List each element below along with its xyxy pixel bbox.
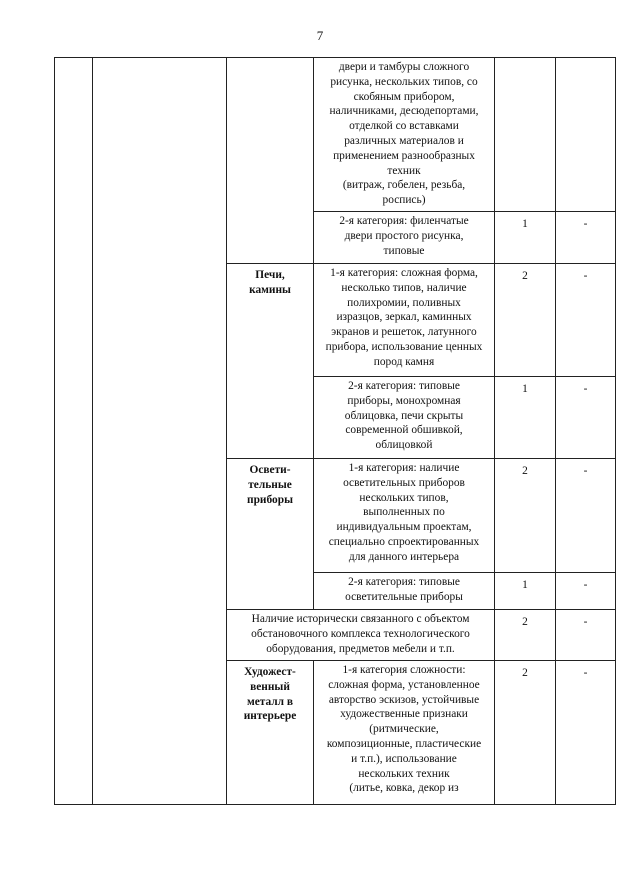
element-cell-continued — [227, 58, 314, 264]
score-cell: 1 — [495, 212, 556, 264]
element-cell-lighting: Освети- тельные приборы — [227, 459, 314, 610]
element-cell-metal: Художест- венный металл в интерьере — [227, 661, 314, 805]
score-cell: 1 — [495, 377, 556, 459]
object-column-cell — [93, 58, 227, 805]
score-cell: 2 — [495, 264, 556, 377]
score-cell — [495, 58, 556, 212]
extra-cell: - — [556, 377, 616, 459]
extra-cell: - — [556, 212, 616, 264]
description-cell: 1-я категория: наличие осветительных приборов нескольких типов, выполненных по индивидуальным проектам, специально спроектированных для данного интерьера — [314, 459, 495, 573]
score-cell: 1 — [495, 573, 556, 610]
extra-cell: - — [556, 610, 616, 661]
table-row — [55, 58, 616, 212]
extra-cell: - — [556, 459, 616, 573]
extra-cell: - — [556, 264, 616, 377]
number-column-cell — [55, 58, 93, 805]
description-cell: 2-я категория: типовые приборы, монохромная облицовка, печи скрыты современной обшивкой, облицовкой — [314, 377, 495, 459]
description-cell: 1-я категория: сложная форма, несколько типов, наличие полихромии, поливных изразцов, зеркал, каминных экранов и решеток, латунного прибора, использование ценных пород камня — [314, 264, 495, 377]
merged-description-cell: Наличие исторически связанного с объектом обстановочного комплекса технологического оборудования, предметов мебели и т.п. — [227, 610, 495, 661]
extra-cell — [556, 58, 616, 212]
description-cell: двери и тамбуры сложного рисунка, нескольких типов, со скобяным прибором, наличниками, десюдепортами, отделкой со вставками различных материалов и применением разнообразных техник (витраж, гобелен, резьба, роспись) — [314, 58, 495, 212]
score-cell: 2 — [495, 661, 556, 805]
description-cell: 1-я категория сложности: сложная форма, установленное авторство эскизов, устойчивые художественные признаки (ритмические, композиционные, пластические и т.п.), использование нескольких техник (литье, ковка, декор из — [314, 661, 495, 805]
score-cell: 2 — [495, 610, 556, 661]
description-cell: 2-я категория: типовые осветительные приборы — [314, 573, 495, 610]
description-cell: 2-я категория: филенчатые двери простого рисунка, типовые — [314, 212, 495, 264]
page-number: 7 — [316, 28, 324, 43]
score-cell: 2 — [495, 459, 556, 573]
extra-cell: - — [556, 661, 616, 805]
extra-cell: - — [556, 573, 616, 610]
criteria-table — [54, 57, 615, 804]
element-cell-stoves: Печи, камины — [227, 264, 314, 459]
